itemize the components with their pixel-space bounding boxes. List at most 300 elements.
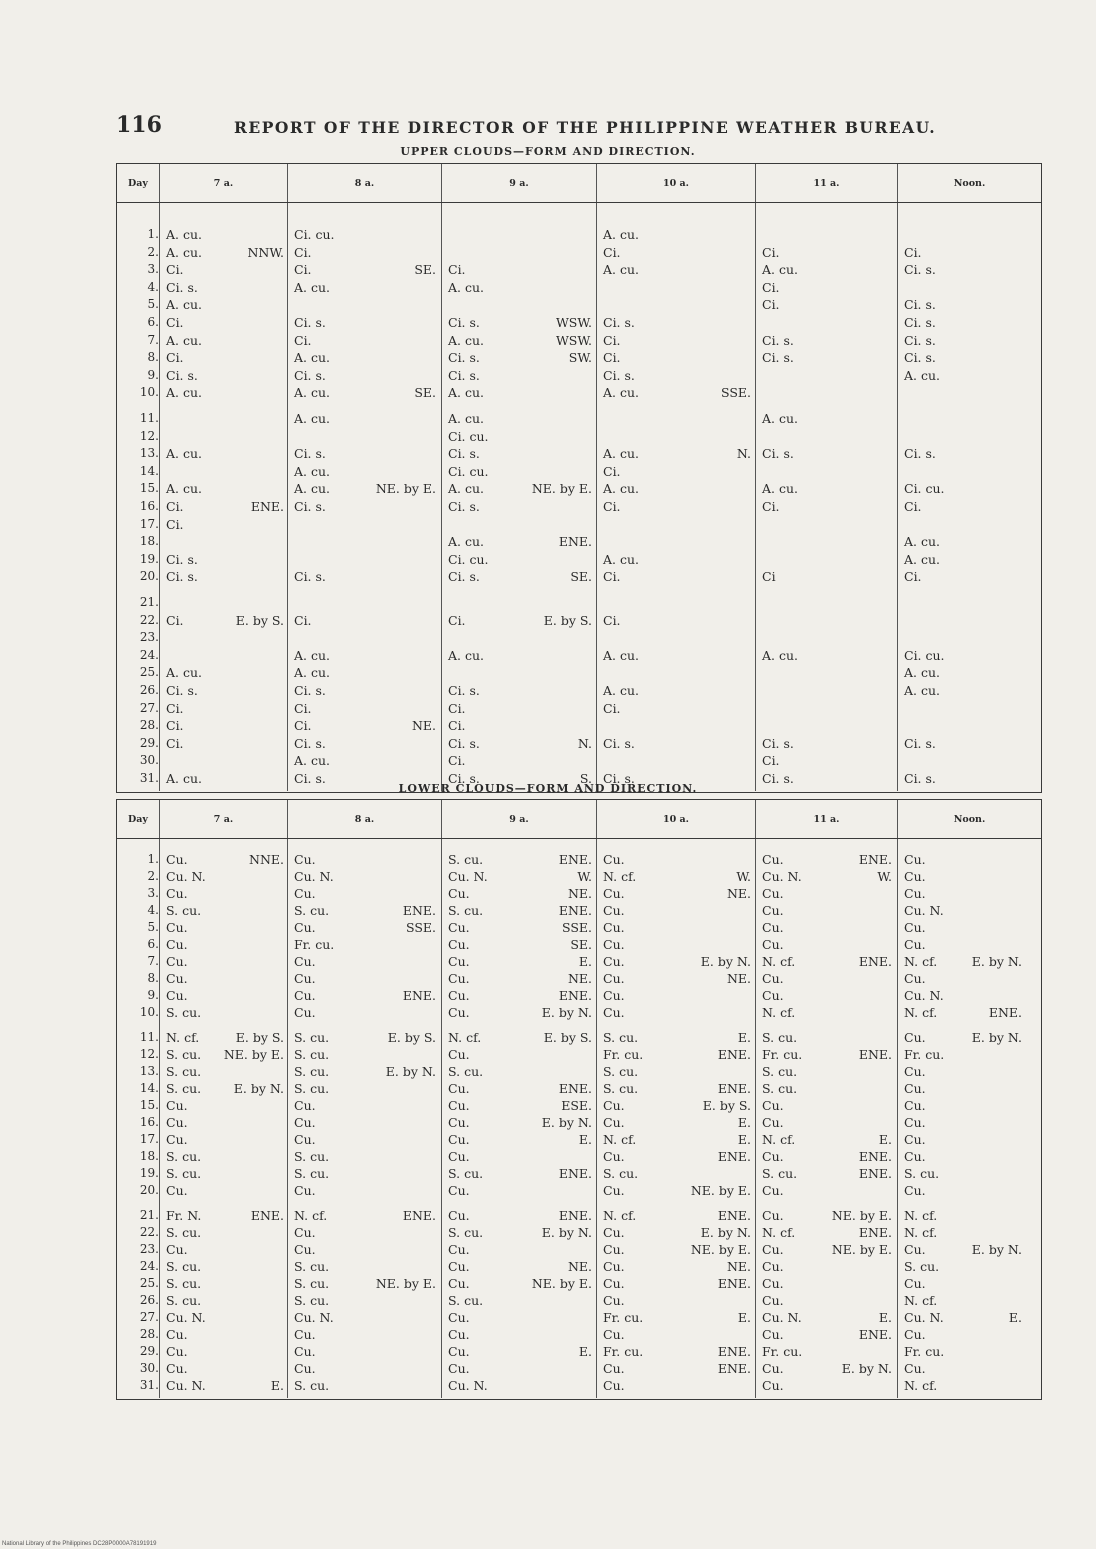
cloud-form: Cu. [762, 1098, 784, 1113]
cloud-form: Cu. [603, 1293, 625, 1308]
day-number: 10. [139, 1005, 159, 1019]
table-column [596, 203, 755, 791]
table-row [448, 1047, 592, 1062]
cloud-form: Ci. s. [904, 446, 936, 462]
cloud-form: A. cu. [904, 367, 940, 383]
cloud-form: Ci. [294, 700, 312, 716]
day-number: 11. [139, 1030, 159, 1044]
day-number: 7. [147, 954, 159, 968]
cloud-form: Cu. N. [166, 1310, 206, 1325]
table-row [166, 683, 284, 698]
table-row [904, 1081, 1022, 1096]
cloud-form: Cu. [762, 852, 784, 867]
table-row [762, 1098, 892, 1113]
cloud-form: Fr. cu. [603, 1344, 644, 1359]
cloud-form: Cu. [762, 1276, 784, 1291]
cloud-form: S. cu. [448, 1293, 484, 1308]
cloud-form: Cu. [904, 937, 926, 952]
table-row [448, 315, 592, 330]
table-row [603, 1166, 751, 1181]
table-row [762, 1378, 892, 1393]
table-row [448, 753, 592, 768]
day-number: 23. [139, 1242, 159, 1256]
table-row [294, 1183, 436, 1198]
table-row [448, 736, 592, 751]
cloud-form: Ci. s. [294, 569, 326, 585]
table-row [448, 920, 592, 935]
cloud-direction: ENE. [558, 1166, 592, 1181]
cloud-direction: W. [736, 869, 751, 884]
cloud-form: N. cf. [904, 1378, 938, 1393]
table-row [762, 1005, 892, 1020]
table-row [294, 886, 436, 901]
lower-table-body [117, 839, 1041, 1398]
table-row [166, 227, 284, 242]
cloud-form: Cu. [762, 1327, 784, 1342]
cloud-direction: E. by S. [387, 1030, 436, 1045]
table-row [448, 534, 592, 549]
cloud-direction: NE. by E. [531, 481, 592, 497]
table-row [294, 1005, 436, 1020]
cloud-form: N. cf. [603, 1208, 637, 1223]
cloud-form: Ci. [166, 735, 184, 751]
table-row [294, 446, 436, 461]
cloud-form: Cu. [603, 1276, 625, 1291]
day-number: 13. [139, 1064, 159, 1078]
table-column [287, 203, 441, 791]
table-row [448, 552, 592, 567]
day-number: 4. [147, 903, 159, 917]
table-row [294, 315, 436, 330]
cloud-form: Cu. [762, 1183, 784, 1198]
cloud-form: A. cu. [294, 665, 330, 681]
cloud-direction: ENE. [402, 903, 436, 918]
cloud-direction: E. by N. [541, 1115, 592, 1130]
table-row [448, 903, 592, 918]
cloud-form: Cu. [294, 1098, 316, 1113]
cloud-form: N. cf. [904, 954, 938, 969]
cloud-form: S. cu. [762, 1030, 798, 1045]
cloud-form: Ci. s. [448, 735, 480, 751]
cloud-form: Cu. [448, 920, 470, 935]
table-row [166, 569, 284, 584]
cloud-form: A. cu. [904, 534, 940, 550]
table-row [603, 1081, 751, 1096]
day-number: 26. [139, 683, 159, 697]
cloud-form: Cu. [448, 886, 470, 901]
table-row [904, 683, 1022, 698]
cloud-direction: ENE. [858, 954, 892, 969]
table-row [904, 552, 1022, 567]
cloud-form: A. cu. [166, 385, 202, 401]
table-row [448, 1361, 592, 1376]
column-header: 8 a. [287, 164, 441, 202]
table-row [166, 718, 284, 733]
table-row [448, 937, 592, 952]
cloud-form: Ci. [603, 463, 621, 479]
table-row [294, 1361, 436, 1376]
cloud-form: Ci. s. [762, 332, 794, 348]
table-row [762, 852, 892, 867]
table-row [166, 297, 284, 312]
cloud-form: Cu. [603, 1183, 625, 1198]
cloud-form: Cu. [294, 1183, 316, 1198]
cloud-form: Ci. [603, 350, 621, 366]
table-column [159, 203, 287, 791]
cloud-form: Fr. N. [166, 1208, 202, 1223]
table-row [166, 1064, 284, 1079]
table-row [762, 1225, 892, 1240]
cloud-form: A. cu. [603, 262, 639, 278]
cloud-direction: E. by S. [543, 1030, 592, 1045]
table-row [448, 499, 592, 514]
table-row [904, 245, 1022, 260]
table-row [762, 1149, 892, 1164]
cloud-form: S. cu. [166, 1259, 202, 1274]
table-column [117, 839, 159, 1398]
cloud-form: Fr. cu. [294, 937, 335, 952]
table-row [762, 988, 892, 1003]
table-row [904, 1344, 1022, 1359]
cloud-direction: NE. by E. [223, 1047, 284, 1062]
cloud-form: Cu. [166, 988, 188, 1003]
day-number: 31. [139, 1378, 159, 1392]
cloud-form: Cu. [762, 1115, 784, 1130]
cloud-form: Cu. [904, 886, 926, 901]
cloud-form: Cu. [294, 971, 316, 986]
table-row [762, 1064, 892, 1079]
table-row [294, 1310, 436, 1325]
table-row [294, 1030, 436, 1045]
table-row [603, 1344, 751, 1359]
table-row [603, 1259, 751, 1274]
cloud-form: Ci. s. [166, 367, 198, 383]
cloud-form: Ci. s. [448, 771, 480, 786]
table-row [448, 1064, 592, 1079]
table-row [448, 446, 592, 461]
cloud-direction: ENE. [558, 852, 592, 867]
cloud-direction: E. [737, 1132, 751, 1147]
table-row [904, 1225, 1022, 1240]
table-column [117, 203, 159, 791]
cloud-form: S. cu. [166, 1064, 202, 1079]
table-row [166, 665, 284, 680]
table-row [603, 920, 751, 935]
table-row [448, 1132, 592, 1147]
cloud-form: A. cu. [904, 665, 940, 681]
cloud-direction: SSE. [561, 920, 592, 935]
cloud-form: Cu. [294, 1344, 316, 1359]
cloud-form: Cu. [603, 1327, 625, 1342]
table-row [448, 1115, 592, 1130]
cloud-form: Ci. [448, 753, 466, 769]
cloud-direction: NE. by E. [531, 1276, 592, 1291]
table-row [603, 988, 751, 1003]
cloud-form: A. cu. [294, 481, 330, 497]
cloud-direction: ENE. [858, 852, 892, 867]
table-row [166, 988, 284, 1003]
cloud-form: A. cu. [166, 446, 202, 462]
table-row [294, 1166, 436, 1181]
table-row [904, 333, 1022, 348]
table-row [166, 1378, 284, 1393]
cloud-direction: NE. by E. [831, 1242, 892, 1257]
table-row [603, 852, 751, 867]
table-row [294, 350, 436, 365]
cloud-form: S. cu. [448, 903, 484, 918]
column-header: 11 a. [755, 164, 897, 202]
column-header: 10 a. [596, 164, 755, 202]
table-row [762, 280, 892, 295]
cloud-form: Cu. [448, 1327, 470, 1342]
cloud-form: Fr. cu. [762, 1344, 803, 1359]
table-column [159, 839, 287, 1398]
day-number: 17. [139, 1132, 159, 1146]
cloud-form: Cu. [603, 937, 625, 952]
cloud-form: N. cf. [603, 1132, 637, 1147]
cloud-direction: NNE. [249, 852, 284, 867]
day-number: 22. [139, 1225, 159, 1239]
day-number: 27. [139, 1310, 159, 1324]
cloud-direction: ENE. [717, 1276, 751, 1291]
table-row [904, 971, 1022, 986]
table-row [166, 499, 284, 514]
table-row [603, 262, 751, 277]
cloud-form: Cu. N. [448, 1378, 488, 1393]
cloud-form: A. cu. [448, 332, 484, 348]
cloud-direction: E. by N. [700, 954, 751, 969]
table-row [448, 683, 592, 698]
table-row [166, 736, 284, 751]
table-row [904, 1166, 1022, 1181]
table-row [603, 552, 751, 567]
cloud-form: Ci. [603, 612, 621, 628]
table-row [448, 701, 592, 716]
cloud-form: Cu. [904, 971, 926, 986]
table-row [448, 1183, 592, 1198]
day-number: 30. [139, 753, 159, 768]
cloud-direction: ENE. [402, 988, 436, 1003]
cloud-form: N. cf. [762, 1005, 796, 1020]
table-row [603, 683, 751, 698]
table-row [603, 648, 751, 663]
upper-clouds-table [116, 163, 1042, 793]
cloud-form: N. cf. [294, 1208, 328, 1223]
cloud-form: Cu. [762, 1242, 784, 1257]
table-row [448, 368, 592, 383]
day-number: 27. [139, 700, 159, 715]
cloud-direction: ENE. [858, 1327, 892, 1342]
cloud-form: Ci. s. [448, 446, 480, 462]
cloud-form: Cu. [294, 988, 316, 1003]
table-row [603, 1276, 751, 1291]
cloud-direction: E. by N. [233, 1081, 284, 1096]
cloud-direction: NE. by E. [375, 1276, 436, 1291]
cloud-form: Cu. [762, 1149, 784, 1164]
cloud-direction: NE. [726, 971, 751, 986]
cloud-form: Cu. [166, 852, 188, 867]
table-row [448, 648, 592, 663]
cloud-form: Ci. [762, 297, 780, 313]
cloud-form: Ci. [603, 499, 621, 514]
table-row [166, 350, 284, 365]
cloud-form: Ci. [603, 244, 621, 260]
table-row [448, 464, 592, 479]
cloud-form: A. cu. [166, 332, 202, 348]
cloud-form: Fr. cu. [603, 1310, 644, 1325]
cloud-form: Cu. [762, 1259, 784, 1274]
day-number: 4. [147, 279, 159, 294]
cloud-form: Cu. [294, 1225, 316, 1240]
cloud-direction: E. [578, 1344, 592, 1359]
table-row [294, 1047, 436, 1062]
cloud-form: Fr. cu. [904, 1344, 945, 1359]
table-row [166, 315, 284, 330]
cloud-form: Cu. [448, 1005, 470, 1020]
cloud-form: Cu. [904, 1081, 926, 1096]
table-row [166, 701, 284, 716]
library-footer: National Library of the Philippines DC28P0000A78191919 [2, 1541, 157, 1547]
table-row [448, 1166, 592, 1181]
table-row [904, 1149, 1022, 1164]
table-row [603, 1149, 751, 1164]
table-row [603, 1361, 751, 1376]
cloud-form: N. cf. [603, 869, 637, 884]
cloud-form: Cu. [294, 920, 316, 935]
table-row [294, 1259, 436, 1274]
cloud-form: Ci. s. [294, 315, 326, 330]
table-row [904, 315, 1022, 330]
cloud-form: Cu. [762, 1293, 784, 1308]
cloud-direction: E. by N. [971, 954, 1022, 969]
cloud-form: Cu. [448, 1115, 470, 1130]
cloud-form: Cu. [904, 920, 926, 935]
table-row [294, 368, 436, 383]
cloud-direction: W. [577, 869, 592, 884]
cloud-direction: E. by N. [541, 1225, 592, 1240]
table-column [441, 203, 596, 791]
cloud-direction: ENE. [558, 988, 592, 1003]
table-row [762, 1344, 892, 1359]
table-row [603, 1064, 751, 1079]
cloud-form: Cu. N. [762, 869, 802, 884]
cloud-form: Ci. [166, 499, 184, 514]
table-row [762, 753, 892, 768]
cloud-direction: ESE. [561, 1098, 592, 1113]
table-row [448, 971, 592, 986]
table-row [166, 1115, 284, 1130]
table-column [897, 203, 1041, 791]
cloud-form: Ci. cu. [294, 227, 335, 242]
table-row [904, 1310, 1022, 1325]
cloud-form: S. cu. [904, 1259, 940, 1274]
cloud-form: Cu. [166, 886, 188, 901]
cloud-direction: ENE. [250, 1208, 284, 1223]
cloud-form: A. cu. [603, 481, 639, 497]
cloud-form: Ci. s. [166, 683, 198, 698]
day-number: 3. [147, 886, 159, 900]
table-column [897, 839, 1041, 1398]
table-row [294, 613, 436, 628]
cloud-direction: ENE. [717, 1344, 751, 1359]
table-row [166, 446, 284, 461]
cloud-form: Cu. [603, 1378, 625, 1393]
cloud-form: Cu. [448, 971, 470, 986]
cloud-form: Cu. [603, 1225, 625, 1240]
table-row [904, 1276, 1022, 1291]
cloud-form: S. cu. [603, 1081, 639, 1096]
cloud-form: Ci. s. [904, 771, 936, 786]
table-row [904, 262, 1022, 277]
cloud-direction: E. [737, 1310, 751, 1325]
page-title: REPORT OF THE DIRECTOR OF THE PHILIPPINE WEATHER BUREAU. [234, 118, 937, 137]
table-row [448, 886, 592, 901]
table-row [294, 971, 436, 986]
table-row [762, 1115, 892, 1130]
day-number: 2. [147, 244, 159, 259]
table-row [762, 1166, 892, 1181]
cloud-direction: E. by N. [700, 1225, 751, 1240]
cloud-form: Cu. [448, 1259, 470, 1274]
table-row [448, 1242, 592, 1257]
table-row [448, 1081, 592, 1096]
table-row [448, 350, 592, 365]
table-row [603, 315, 751, 330]
cloud-form: Cu. [448, 1132, 470, 1147]
cloud-form: Fr. cu. [904, 1047, 945, 1062]
cloud-form: S. cu. [448, 1064, 484, 1079]
table-row [166, 1098, 284, 1113]
column-header: 10 a. [596, 800, 755, 838]
cloud-form: Cu. [904, 852, 926, 867]
cloud-form: Cu. [166, 1344, 188, 1359]
day-number: 6. [147, 937, 159, 951]
table-row [294, 1149, 436, 1164]
cloud-form: Cu. [294, 954, 316, 969]
table-row [448, 1208, 592, 1223]
table-row [603, 446, 751, 461]
table-row [762, 481, 892, 496]
table-row [904, 988, 1022, 1003]
table-row [603, 613, 751, 628]
cloud-form: A. cu. [603, 683, 639, 698]
day-number: 18. [139, 1149, 159, 1163]
cloud-direction: E. [737, 1030, 751, 1045]
table-row [603, 333, 751, 348]
cloud-form: Ci. s. [762, 350, 794, 366]
table-row [762, 1242, 892, 1257]
table-row [904, 1242, 1022, 1257]
cloud-direction: ENE. [717, 1047, 751, 1062]
day-number: 20. [139, 1183, 159, 1197]
cloud-direction: NE. [567, 971, 592, 986]
day-number: 17. [139, 516, 159, 531]
cloud-form: Cu. [904, 1327, 926, 1342]
table-row [904, 1064, 1022, 1079]
lower-clouds-table [116, 799, 1042, 1400]
table-row [904, 1327, 1022, 1342]
cloud-form: Ci. cu. [448, 428, 489, 444]
table-row [166, 1047, 284, 1062]
table-row [294, 499, 436, 514]
day-number: 23. [139, 630, 159, 645]
table-row [762, 1081, 892, 1096]
cloud-form: Ci. [166, 718, 184, 734]
table-row [603, 1378, 751, 1393]
cloud-form: Cu. [166, 1327, 188, 1342]
table-row [904, 1005, 1022, 1020]
table-row [448, 1098, 592, 1113]
